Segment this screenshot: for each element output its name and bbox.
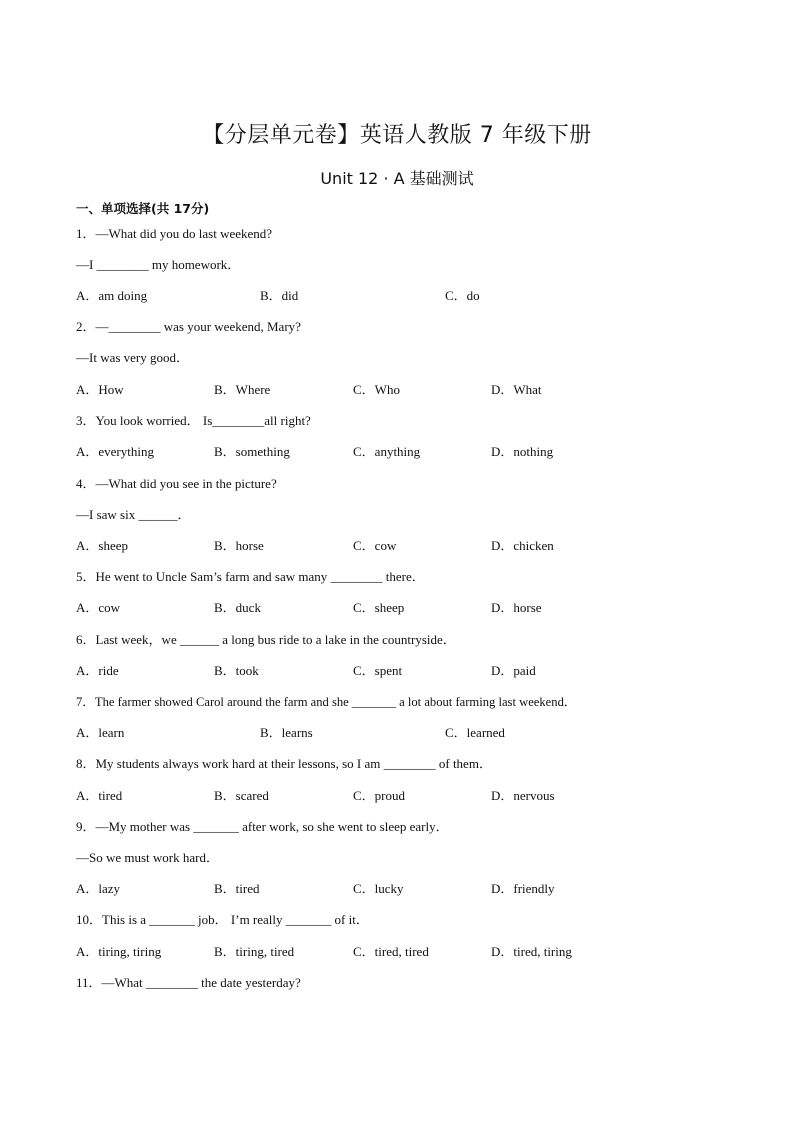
question-5-option-b[interactable]: B．duck <box>214 600 261 615</box>
question-4-option-d[interactable]: D．chicken <box>491 538 554 553</box>
question-2-option-d[interactable]: D．What <box>491 382 542 397</box>
question-6-option-a[interactable]: A．ride <box>76 663 119 678</box>
page-subtitle: Unit 12 · A 基础测试 <box>320 169 474 188</box>
question-6-option-d[interactable]: D．paid <box>491 663 536 678</box>
page-title: 【分层单元卷】英语人教版 7 年级下册 <box>202 123 592 148</box>
question-2-option-a[interactable]: A．How <box>76 382 124 397</box>
question-7-option-a[interactable]: A．learn <box>76 725 125 740</box>
question-7-stem: 7．The farmer showed Carol around the farm and she _______ a lot about farming last weekend． <box>76 695 577 709</box>
question-4-option-c[interactable]: C．cow <box>353 538 397 553</box>
question-6-stem: 6．Last week，we ______ a long bus ride to a lake in the countryside． <box>76 632 456 647</box>
question-7-option-c[interactable]: C．learned <box>445 725 505 740</box>
question-4-option-b[interactable]: B．horse <box>214 538 264 553</box>
question-1-answer-line: —I ________ my homework． <box>76 257 241 272</box>
question-5-option-c[interactable]: C．sheep <box>353 600 405 615</box>
question-9-option-b[interactable]: B．tired <box>214 881 260 896</box>
question-5-option-a[interactable]: A．cow <box>76 600 121 615</box>
question-2-answer-line: —It was very good． <box>76 350 190 365</box>
question-3-option-b[interactable]: B．something <box>214 444 290 459</box>
question-4-option-a[interactable]: A．sheep <box>76 538 128 553</box>
question-8-option-b[interactable]: B．scared <box>214 788 269 803</box>
question-9-option-c[interactable]: C．lucky <box>353 881 404 896</box>
question-1-stem: 1．—What did you do last weekend? <box>76 226 273 241</box>
question-10-stem: 10．This is a _______ job． I’m really _______ of it． <box>76 912 369 927</box>
question-2-option-b[interactable]: B．Where <box>214 382 271 397</box>
question-4-answer-line: —I saw six ______． <box>76 507 191 522</box>
question-10-option-c[interactable]: C．tired, tired <box>353 944 429 959</box>
question-3-option-d[interactable]: D．nothing <box>491 444 554 459</box>
question-9-option-d[interactable]: D．friendly <box>491 881 555 896</box>
question-4-stem: 4．—What did you see in the picture? <box>76 476 277 491</box>
question-6-option-b[interactable]: B．took <box>214 663 259 678</box>
question-8-stem: 8．My students always work hard at their lessons, so I am ________ of them． <box>76 756 492 771</box>
question-1-option-a[interactable]: A．am doing <box>76 288 148 303</box>
question-10-option-b[interactable]: B．tiring, tired <box>214 944 295 959</box>
question-3-option-a[interactable]: A．everything <box>76 444 154 459</box>
question-3-stem: 3．You look worried． Is________all right? <box>76 413 311 428</box>
question-1-option-c[interactable]: C．do <box>445 288 480 303</box>
question-5-stem: 5．He went to Uncle Sam’s farm and saw many ________ there． <box>76 569 425 584</box>
question-9-stem: 9．—My mother was _______ after work, so she went to sleep early． <box>76 819 449 834</box>
question-11-stem: 11．—What ________ the date yesterday? <box>76 975 301 990</box>
question-1-option-b[interactable]: B．did <box>260 288 299 303</box>
question-8-option-c[interactable]: C．proud <box>353 788 406 803</box>
question-2-option-c[interactable]: C．Who <box>353 382 400 397</box>
question-10-option-a[interactable]: A．tiring, tiring <box>76 944 162 959</box>
question-5-option-d[interactable]: D．horse <box>491 600 542 615</box>
question-9-answer-line: —So we must work hard． <box>76 850 219 865</box>
question-7-option-b[interactable]: B．learns <box>260 725 313 740</box>
question-6-option-c[interactable]: C．spent <box>353 663 403 678</box>
question-2-stem: 2．—________ was your weekend, Mary? <box>76 319 301 334</box>
section-heading: 一、单项选择(共 17分) <box>76 201 210 216</box>
question-10-option-d[interactable]: D．tired, tiring <box>491 944 572 959</box>
question-8-option-a[interactable]: A．tired <box>76 788 123 803</box>
question-3-option-c[interactable]: C．anything <box>353 444 421 459</box>
question-8-option-d[interactable]: D．nervous <box>491 788 555 803</box>
question-9-option-a[interactable]: A．lazy <box>76 881 121 896</box>
